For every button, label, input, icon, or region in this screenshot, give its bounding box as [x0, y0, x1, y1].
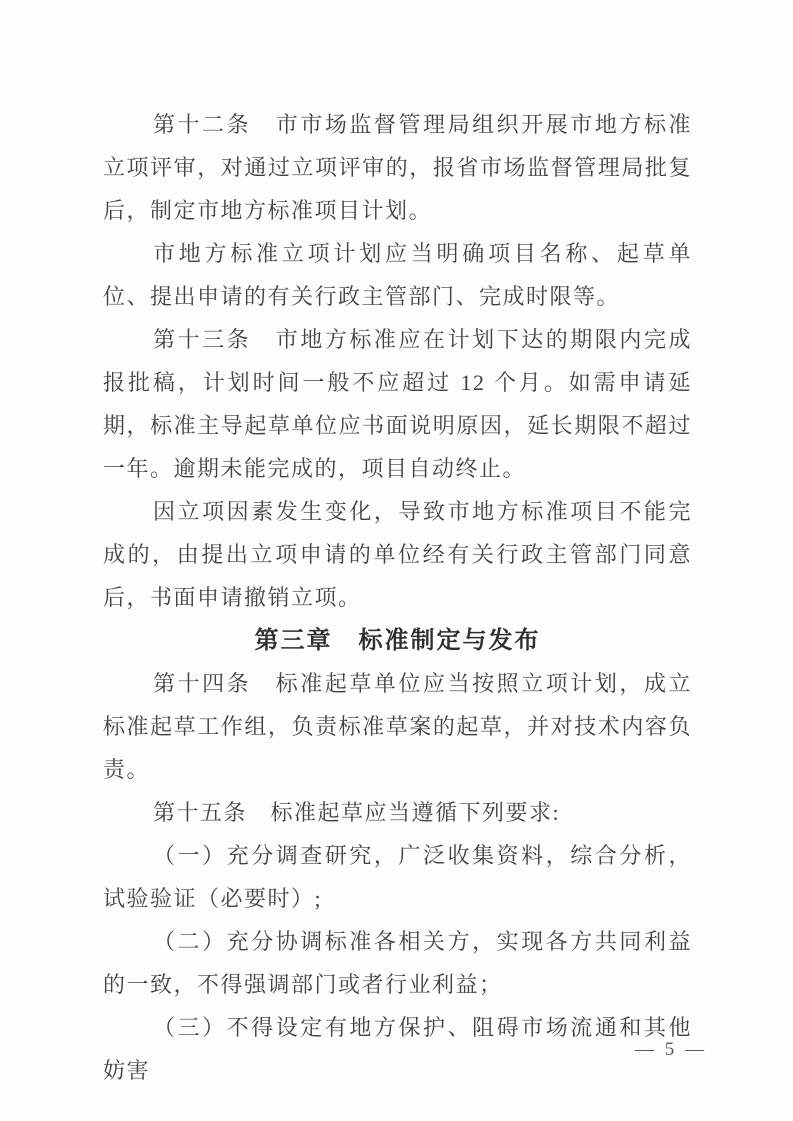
article-14: 第十四条 标准起草单位应当按照立项计划，成立标准起草工作组，负责标准草案的起草，并对技术内容负责。 — [103, 671, 692, 782]
article-15-item-1: （一）充分调查研究，广泛收集资料，综合分析，试验验证（必要时）; — [103, 843, 692, 911]
article-12: 第十二条 市市场监督管理局组织开展市地方标准立项评审，对通过立项评审的，报省市场监督管理局批复后，制定市地方标准项目计划。 — [103, 112, 692, 223]
article-15-item-3: （三）不得设定有地方保护、阻碍市场流通和其他妨害 — [103, 1015, 692, 1083]
article-15-item-2: （二）充分协调标准各相关方，实现各方共同利益的一致，不得强调部门或者行业利益； — [103, 929, 692, 997]
article-15: 第十五条 标准起草应当遵循下列要求: — [153, 800, 561, 825]
article-12-para-2: 市地方标准立项计划应当明确项目名称、起草单位、提出申请的有关行政主管部门、完成时限等。 — [103, 241, 692, 309]
page-footer — [635, 1039, 707, 1061]
page-number: — 5 — — [635, 1039, 707, 1060]
chapter-3-heading: 第三章 标准制定与发布 — [254, 627, 541, 654]
article-13-para-2: 因立项因素发生变化，导致市地方标准项目不能完成的，由提出立项申请的单位经有关行政主管部门同意后，书面申请撤销立项。 — [103, 499, 692, 610]
article-13: 第十三条 市地方标准应在计划下达的期限内完成报批稿，计划时间一般不应超过 12 个月。如需申请延期，标准主导起草单位应书面说明原因，延长期限不超过一年。逾期未能完成的，项目自动终止。 — [103, 327, 692, 481]
document-body — [103, 103, 692, 1092]
